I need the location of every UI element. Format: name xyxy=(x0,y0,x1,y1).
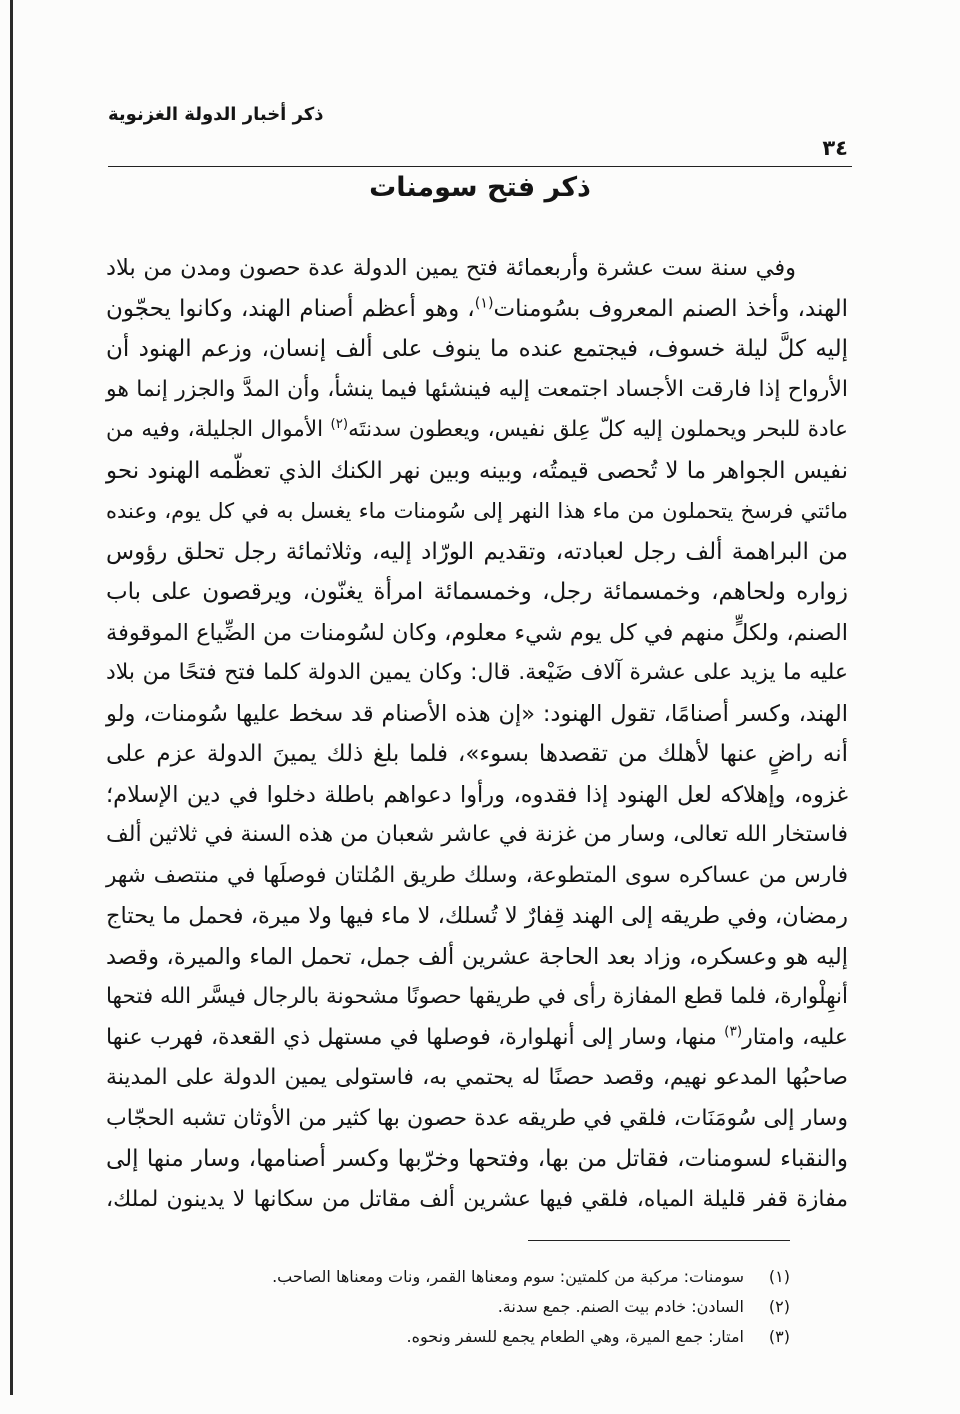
body-line: أنه راضٍ عنها لأهلك من تقصدها بسوء»، فلما بلغ ذلك يمينَ الدولة عزم على xyxy=(106,741,848,767)
footnote-text: السادن: خادم بيت الصنم. جمع سدنة. xyxy=(497,1297,744,1316)
body-line xyxy=(106,289,848,330)
footnote-rule xyxy=(528,1240,790,1241)
body-line: وفي سنة ست عشرة وأربعمائة فتح يمين الدولة عدة حصون ومدن من بلاد xyxy=(106,255,796,281)
body-text xyxy=(106,248,848,1220)
footnote-text: سومنات: مركبة من كلمتين: سوم ومعناها القمر، ونات ومعناها الصاحب. xyxy=(272,1267,744,1286)
body-line: مائتي فرسخ يتحملون من ماء هذا النهر إلى سُومنات ماء يغسل به في كل يوم، وعنده xyxy=(106,499,848,523)
footnotes xyxy=(150,1262,790,1352)
footnote-number: (١) xyxy=(768,1267,790,1286)
body-line: والنقباء لسومنات، فقاتل من بها، وفتحها وخرّبها وكسر أصنامها، وسار منها إلى xyxy=(106,1146,848,1172)
body-line: من البراهمة ألف رجل لعبادته، وتقديم الورّاد إليه، وثلاثمائة رجل تحلق رؤوس xyxy=(106,538,848,565)
body-line: غزوه، وإهلاكه لعل الهنود إذا فقدوه، ورأوا دعواهم باطلة دخلوا في دين الإسلام؛ xyxy=(106,781,848,808)
body-line xyxy=(106,410,848,451)
body-line: وسار إلى سُومَنَات، فلقي في طريقه عدة حصون بها كثير من الأوثان تشبه الحجّاب xyxy=(106,1105,848,1131)
body-line: إليه كلَّ ليلة خسوف، فيجتمع عنده ما ينوف على ألف إنسان، وزعم الهنود أن xyxy=(106,336,848,362)
body-line: الأرواح إذا فارقت الأجساد اجتمعت إليه فينشئها فيما ينشأ، وأن المدَّ والجزر إنما هو xyxy=(106,376,848,402)
body-line: الهند، وكسر أصنامًا، تقول الهنود: «إن هذه الأصنام قد سخط عليها سُومنات، ولو xyxy=(106,700,848,727)
body-line: فاستخار الله تعالى، وسار من غزنة في عاشر شعبان من هذه السنة في ثلاثين ألف xyxy=(106,822,848,847)
footnote-number: (٢) xyxy=(768,1297,790,1316)
footnote-number: (٣) xyxy=(768,1327,790,1346)
body-line: رمضان، وفي طريقه إلى الهند قِفارٌ لا تُسلك، لا ماء فيها ولا ميرة، فحمل ما يحتاج xyxy=(106,903,848,929)
page-number: ٣٤ xyxy=(822,136,848,160)
body-line: عليه ما يزيد على عشرة آلاف ضَيْعة. قال: وكان يمين الدولة كلما فتح فتحًا من بلاد xyxy=(106,660,848,685)
body-line-text: ، وهو أعظم أصنام الهند، وكانوا يحجّون xyxy=(106,295,475,322)
footnote-text: امتار: جمع الميرة، وهي الطعام يجمع للسفر ونحوه. xyxy=(406,1327,744,1346)
footnote-marker: (١) xyxy=(474,294,494,311)
body-line: الصنم، ولكلٍّ منهم في كل يوم شيء معلوم، وكان لسُومنات من الضِّياع الموقوفة xyxy=(106,619,848,646)
running-header-title: ذكر أخبار الدولة الغزنوية xyxy=(108,104,324,125)
body-line xyxy=(106,1018,848,1059)
body-line: مفازة قفر قليلة المياه، فلقي فيها عشرين ألف مقاتل من سكانها لا يدينون لملك، xyxy=(106,1186,848,1212)
body-line: أنهِلْوارة، فلما قطع المفازة رأى في طريقها حصونًا مشحونة بالرجال فيسَّر الله فتحها xyxy=(106,984,848,1009)
body-line-text: عادة للبحر ويحملون إليه كلّ عِلق نفيس، ويعطون سدنتَه xyxy=(348,417,848,442)
footnote-item xyxy=(150,1262,790,1292)
footnote-item xyxy=(150,1322,790,1352)
body-line-text: عليه، وامتار xyxy=(742,1024,848,1050)
body-line-text: الهند، وأخذ الصنم المعروف بسُومنات xyxy=(493,295,848,322)
chapter-title: ذكر فتح سومنات xyxy=(369,172,591,203)
body-line: إليه هو وعسكره، وزاد بعد الحاجة عشرين ألف جمل، تحمل الماء والميرة، وقصد xyxy=(106,943,848,970)
footnote-marker: (٢) xyxy=(330,416,349,432)
header-rule xyxy=(108,166,852,167)
body-line-text: منها، وسار إلى أنهلوارة، فوصلها في مستهل ذي القعدة، فهرب عنها xyxy=(106,1024,725,1050)
body-line: نفيس الجواهر ما لا تُحصى قيمتُه، وبينه وبين نهر الكنك الذي تعظّمه الهنود نحو xyxy=(106,457,848,484)
footnote-marker: (٣) xyxy=(724,1023,743,1040)
body-line-text: الأموال الجليلة، وفيه من xyxy=(106,417,331,442)
footnote-item xyxy=(150,1292,790,1322)
body-line: صاحبُها المدعو نهيم، وقصد حصنًا له يحتمي به، فاستولى يمين الدولة على المدينة xyxy=(106,1065,848,1090)
body-line: فارس من عساكره سوى المتطوعة، وسلك طريق المُلتان فوصلَها في منتصف شهر xyxy=(106,862,848,888)
body-line: زواره ولحاهم، وخمسمائة رجل، وخمسمائة امرأة يغنّون، ويرقصون على باب xyxy=(106,579,848,605)
